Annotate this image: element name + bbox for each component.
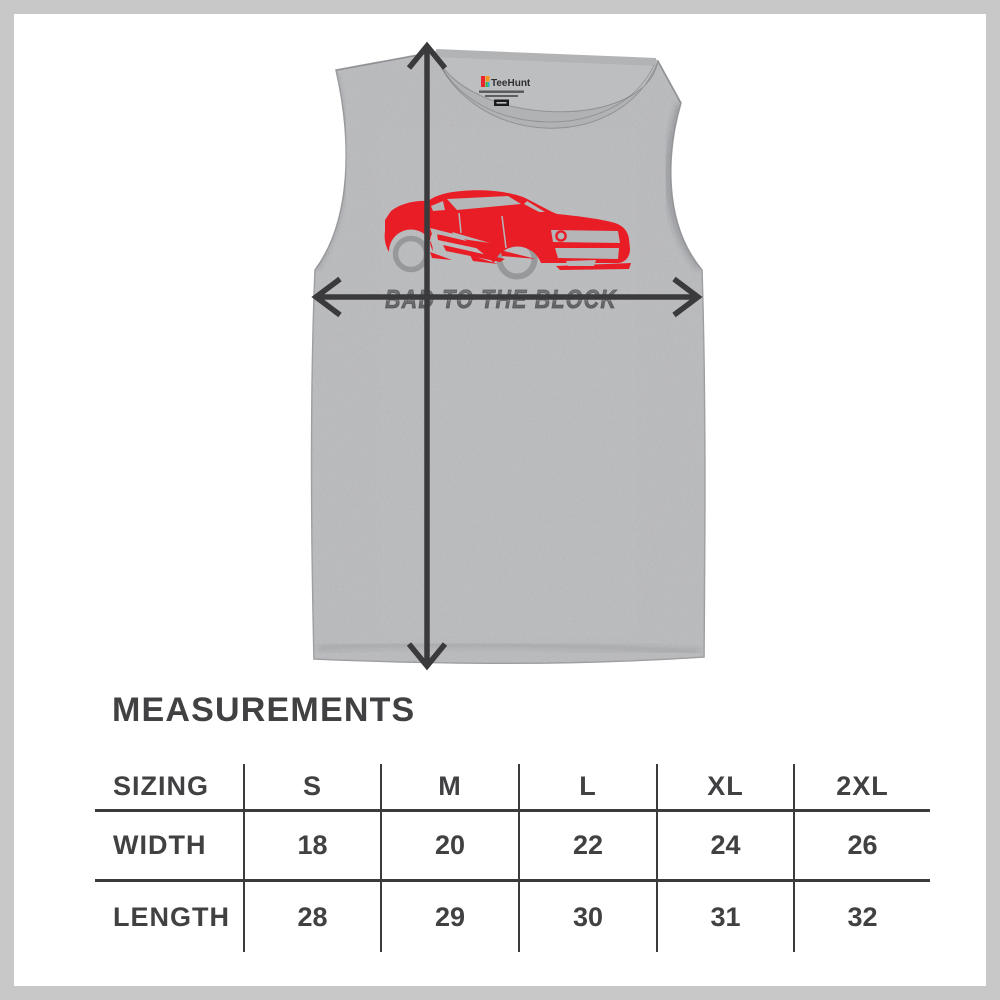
length-value-m: 29 [380, 882, 518, 952]
graphic-slogan-text: BAD TO THE BLOCK [385, 284, 618, 314]
width-value-m: 20 [380, 812, 518, 882]
bumper-notch [566, 260, 596, 266]
grille-lower [555, 248, 619, 259]
table-header-xl: XL [656, 764, 793, 812]
row-label-length: LENGTH [113, 901, 230, 932]
table-header-s: S [243, 764, 380, 812]
care-text-line [479, 91, 524, 93]
table-header-sizing: SIZING [95, 764, 243, 812]
length-value-s: 28 [243, 882, 380, 952]
row-label-width: WIDTH [95, 812, 243, 882]
length-value-2xl: 32 [793, 882, 930, 952]
width-value-2xl: 26 [793, 812, 930, 882]
care-text-line [485, 95, 518, 97]
size-tag-text [497, 102, 507, 103]
brand-name: TeeHunt [491, 78, 531, 89]
width-value-l: 22 [518, 812, 656, 882]
width-value-s: 18 [243, 812, 380, 882]
table-header-2xl: 2XL [793, 764, 930, 812]
brand-logo-icon [486, 76, 490, 82]
length-value-xl: 31 [656, 882, 793, 952]
brand-logo-icon [488, 82, 490, 87]
width-value-xl: 24 [656, 812, 793, 882]
table-header-m: M [380, 764, 518, 812]
brand-logo-icon [481, 76, 485, 87]
shirt-body [300, 40, 710, 680]
measurements-heading: MEASUREMENTS [112, 691, 416, 729]
brand-logo-icon [486, 82, 488, 87]
size-table [95, 764, 930, 952]
length-value-l: 30 [518, 882, 656, 952]
table-header-l: L [518, 764, 656, 812]
